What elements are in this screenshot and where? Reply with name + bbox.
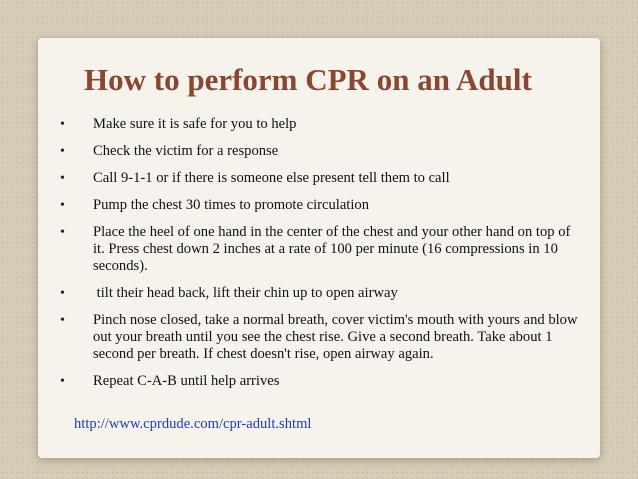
source-link[interactable]: http://www.cprdude.com/cpr-adult.shtml [74,416,312,432]
bullet-text: Pump the chest 30 times to promote circulation [93,197,370,213]
bullet-icon: • [60,144,65,159]
bullet-text: tilt their head back, lift their chin up to open airway [93,285,398,301]
slide-title: How to perform CPR on an Adult [84,62,532,97]
bullet-item [60,143,584,160]
slide-panel [38,38,600,458]
bullet-item [60,224,584,275]
bullet-item [60,285,584,302]
bullet-icon: • [60,286,65,301]
bullet-item [60,116,584,133]
bullet-text: Repeat C-A-B until help arrives [93,373,280,389]
bullet-icon: • [60,374,65,389]
bullet-icon: • [60,171,65,186]
bullet-item [60,312,584,363]
bullet-icon: • [60,117,65,132]
bullet-icon: • [60,198,65,213]
bullet-text: Check the victim for a response [93,143,279,159]
bullet-list [60,116,584,400]
bullet-item [60,197,584,214]
bullet-icon: • [60,225,65,240]
bullet-text: Call 9-1-1 or if there is someone else present tell them to call [93,170,450,186]
bullet-item [60,373,584,390]
bullet-text: Place the heel of one hand in the center of the chest and your other hand on top of it. Press chest down 2 inches at a rate of 100 per minute (16 compressions in 10 seconds). [93,224,571,274]
bullet-icon: • [60,313,65,328]
bullet-text: Pinch nose closed, take a normal breath, cover victim's mouth with yours and blow out your breath until you see the chest rise. Give a second breath. Take about 1 second per breath. If chest doesn't rise, open airway again. [93,312,578,362]
bullet-item [60,170,584,187]
bullet-text: Make sure it is safe for you to help [93,116,297,132]
